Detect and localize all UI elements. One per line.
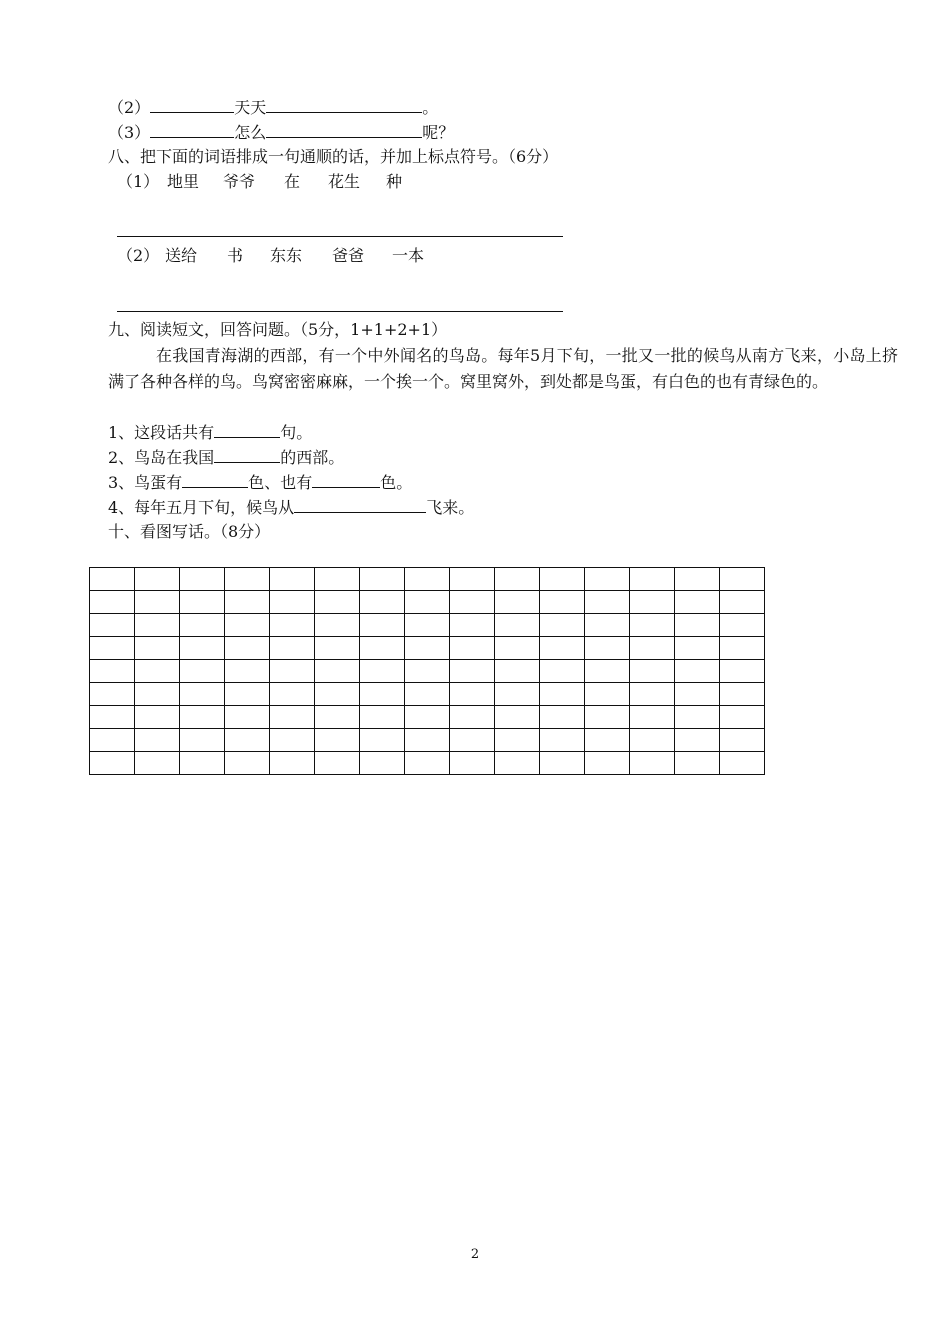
grid-cell[interactable] bbox=[675, 660, 720, 683]
grid-cell[interactable] bbox=[540, 637, 585, 660]
grid-cell[interactable] bbox=[495, 729, 540, 752]
item-label: （2） bbox=[108, 98, 151, 117]
grid-cell[interactable] bbox=[450, 660, 495, 683]
section-9-title: 九、阅读短文，回答问题。（5分，1+1+2+1） bbox=[108, 320, 448, 339]
grid-cell[interactable] bbox=[90, 591, 135, 614]
fill-in-item-2 bbox=[108, 95, 438, 119]
grid-cell[interactable] bbox=[405, 729, 450, 752]
grid-cell[interactable] bbox=[225, 683, 270, 706]
answer-blank[interactable] bbox=[214, 420, 280, 438]
section-8-item-2 bbox=[117, 244, 424, 268]
grid-row bbox=[90, 637, 765, 660]
word: 一本 bbox=[392, 246, 425, 265]
item-end: 。 bbox=[422, 98, 439, 117]
item-label: （2） bbox=[117, 246, 160, 265]
fill-in-item-3 bbox=[108, 120, 454, 144]
grid-cell[interactable] bbox=[720, 660, 765, 683]
grid-cell[interactable] bbox=[405, 706, 450, 729]
grid-cell[interactable] bbox=[675, 706, 720, 729]
grid-cell[interactable] bbox=[450, 706, 495, 729]
grid-cell[interactable] bbox=[225, 637, 270, 660]
question-1: 1、这段话共有 句。 bbox=[108, 420, 312, 444]
grid-cell[interactable] bbox=[180, 706, 225, 729]
grid-cell[interactable] bbox=[225, 660, 270, 683]
grid-cell[interactable] bbox=[495, 660, 540, 683]
word: 在 bbox=[284, 172, 301, 191]
grid-row bbox=[90, 614, 765, 637]
grid-cell[interactable] bbox=[540, 706, 585, 729]
grid-cell[interactable] bbox=[630, 568, 675, 591]
grid-cell[interactable] bbox=[90, 706, 135, 729]
question-2: 2、鸟岛在我国 的西部。 bbox=[108, 445, 344, 469]
section-8-item-1 bbox=[117, 170, 402, 194]
answer-blank[interactable] bbox=[266, 95, 422, 113]
grid-cell[interactable] bbox=[225, 752, 270, 775]
grid-cell[interactable] bbox=[360, 591, 405, 614]
grid-cell[interactable] bbox=[135, 683, 180, 706]
grid-cell[interactable] bbox=[360, 660, 405, 683]
grid-cell[interactable] bbox=[540, 568, 585, 591]
grid-cell[interactable] bbox=[405, 683, 450, 706]
grid-cell[interactable] bbox=[405, 614, 450, 637]
grid-cell[interactable] bbox=[630, 752, 675, 775]
grid-cell[interactable] bbox=[495, 591, 540, 614]
grid-cell[interactable] bbox=[495, 752, 540, 775]
grid-cell[interactable] bbox=[630, 660, 675, 683]
grid-cell[interactable] bbox=[720, 591, 765, 614]
grid-cell[interactable] bbox=[585, 637, 630, 660]
grid-cell[interactable] bbox=[315, 637, 360, 660]
answer-blank[interactable] bbox=[312, 470, 380, 488]
grid-cell[interactable] bbox=[360, 614, 405, 637]
grid-row bbox=[90, 729, 765, 752]
grid-cell[interactable] bbox=[90, 752, 135, 775]
question-3: 3、鸟蛋有 色、也有 色。 bbox=[108, 470, 412, 494]
grid-cell[interactable] bbox=[450, 614, 495, 637]
grid-cell[interactable] bbox=[90, 660, 135, 683]
grid-cell[interactable] bbox=[360, 706, 405, 729]
grid-cell[interactable] bbox=[450, 729, 495, 752]
grid-cell[interactable] bbox=[180, 614, 225, 637]
grid-cell[interactable] bbox=[720, 706, 765, 729]
grid-row bbox=[90, 568, 765, 591]
given-word: 天天 bbox=[234, 98, 267, 117]
grid-cell[interactable] bbox=[315, 660, 360, 683]
word: 花生 bbox=[328, 172, 361, 191]
grid-cell[interactable] bbox=[450, 637, 495, 660]
grid-cell[interactable] bbox=[675, 683, 720, 706]
page-number: 2 bbox=[470, 1247, 480, 1262]
word: 东东 bbox=[270, 246, 303, 265]
answer-blank[interactable] bbox=[266, 120, 422, 138]
item-label: （1） bbox=[117, 172, 160, 191]
grid-cell[interactable] bbox=[630, 729, 675, 752]
grid-cell[interactable] bbox=[315, 683, 360, 706]
grid-cell[interactable] bbox=[270, 568, 315, 591]
grid-cell[interactable] bbox=[90, 614, 135, 637]
grid-cell[interactable] bbox=[135, 637, 180, 660]
grid-cell[interactable] bbox=[90, 637, 135, 660]
grid-cell[interactable] bbox=[405, 591, 450, 614]
question-4: 4、每年五月下旬，候鸟从 飞来。 bbox=[108, 495, 474, 519]
grid-cell[interactable] bbox=[360, 568, 405, 591]
grid-cell[interactable] bbox=[360, 752, 405, 775]
grid-cell[interactable] bbox=[540, 660, 585, 683]
grid-cell[interactable] bbox=[675, 637, 720, 660]
answer-blank[interactable] bbox=[182, 470, 248, 488]
grid-cell[interactable] bbox=[225, 614, 270, 637]
grid-cell[interactable] bbox=[630, 591, 675, 614]
grid-cell[interactable] bbox=[585, 706, 630, 729]
grid-cell[interactable] bbox=[405, 752, 450, 775]
answer-line[interactable] bbox=[117, 311, 563, 312]
word: 书 bbox=[227, 246, 244, 265]
section-10-title: 十、看图写话。（8分） bbox=[108, 522, 271, 541]
grid-cell[interactable] bbox=[180, 752, 225, 775]
grid-cell[interactable] bbox=[495, 568, 540, 591]
grid-cell[interactable] bbox=[180, 729, 225, 752]
grid-cell[interactable] bbox=[585, 683, 630, 706]
grid-cell[interactable] bbox=[630, 637, 675, 660]
grid-cell[interactable] bbox=[180, 660, 225, 683]
answer-blank[interactable] bbox=[150, 120, 234, 138]
grid-cell[interactable] bbox=[585, 729, 630, 752]
grid-row bbox=[90, 591, 765, 614]
grid-cell[interactable] bbox=[225, 568, 270, 591]
grid-cell[interactable] bbox=[675, 568, 720, 591]
grid-cell[interactable] bbox=[450, 568, 495, 591]
grid-cell[interactable] bbox=[180, 568, 225, 591]
grid-row bbox=[90, 683, 765, 706]
item-end: 呢？ bbox=[422, 123, 455, 142]
grid-cell[interactable] bbox=[360, 637, 405, 660]
grid-cell[interactable] bbox=[585, 568, 630, 591]
grid-cell[interactable] bbox=[720, 614, 765, 637]
grid-cell[interactable] bbox=[315, 729, 360, 752]
grid-cell[interactable] bbox=[315, 706, 360, 729]
grid-cell[interactable] bbox=[270, 752, 315, 775]
grid-cell[interactable] bbox=[585, 752, 630, 775]
grid-cell[interactable] bbox=[540, 683, 585, 706]
grid-cell[interactable] bbox=[630, 706, 675, 729]
grid-cell[interactable] bbox=[675, 752, 720, 775]
grid-cell[interactable] bbox=[270, 660, 315, 683]
grid-cell[interactable] bbox=[720, 568, 765, 591]
grid-cell[interactable] bbox=[495, 637, 540, 660]
grid-cell[interactable] bbox=[405, 660, 450, 683]
grid-cell[interactable] bbox=[180, 591, 225, 614]
grid-cell[interactable] bbox=[540, 591, 585, 614]
grid-cell[interactable] bbox=[585, 660, 630, 683]
grid-cell[interactable] bbox=[135, 568, 180, 591]
grid-cell[interactable] bbox=[495, 683, 540, 706]
grid-cell[interactable] bbox=[405, 637, 450, 660]
given-word: 怎么 bbox=[234, 123, 267, 142]
grid-cell[interactable] bbox=[495, 614, 540, 637]
grid-cell[interactable] bbox=[720, 637, 765, 660]
grid-cell[interactable] bbox=[360, 683, 405, 706]
grid-cell[interactable] bbox=[450, 683, 495, 706]
word: 爸爸 bbox=[332, 246, 365, 265]
grid-cell[interactable] bbox=[135, 591, 180, 614]
grid-cell[interactable] bbox=[225, 591, 270, 614]
word: 地里 bbox=[167, 172, 200, 191]
grid-cell[interactable] bbox=[315, 752, 360, 775]
grid-row bbox=[90, 752, 765, 775]
grid-cell[interactable] bbox=[405, 568, 450, 591]
grid-cell[interactable] bbox=[90, 729, 135, 752]
grid-cell[interactable] bbox=[135, 614, 180, 637]
grid-cell[interactable] bbox=[675, 591, 720, 614]
grid-cell[interactable] bbox=[270, 614, 315, 637]
writing-grid bbox=[89, 567, 765, 775]
grid-cell[interactable] bbox=[675, 729, 720, 752]
grid-cell[interactable] bbox=[270, 706, 315, 729]
grid-cell[interactable] bbox=[315, 591, 360, 614]
word: 送给 bbox=[165, 246, 198, 265]
section-8-title: 八、把下面的词语排成一句通顺的话，并加上标点符号。（6分） bbox=[108, 147, 559, 166]
grid-cell[interactable] bbox=[720, 752, 765, 775]
grid-cell[interactable] bbox=[270, 683, 315, 706]
grid-cell[interactable] bbox=[135, 706, 180, 729]
grid-cell[interactable] bbox=[180, 683, 225, 706]
grid-cell[interactable] bbox=[630, 614, 675, 637]
grid-cell[interactable] bbox=[270, 637, 315, 660]
grid-cell[interactable] bbox=[540, 614, 585, 637]
grid-cell[interactable] bbox=[675, 614, 720, 637]
grid-cell[interactable] bbox=[450, 752, 495, 775]
reading-passage: 在我国青海湖的西部，有一个中外闻名的鸟岛。每年5月下旬，一批又一批的候鸟从南方飞来，小岛上挤满了各种各样的鸟。鸟窝密密麻麻，一个挨一个。窝里窝外，到处都是鸟蛋，有白色的也有青绿色的。 bbox=[108, 346, 898, 391]
grid-cell[interactable] bbox=[630, 683, 675, 706]
grid-cell[interactable] bbox=[135, 729, 180, 752]
grid-cell[interactable] bbox=[90, 683, 135, 706]
word: 爷爷 bbox=[223, 172, 256, 191]
item-label: （3） bbox=[108, 123, 151, 142]
answer-line[interactable] bbox=[117, 236, 563, 237]
grid-cell[interactable] bbox=[135, 660, 180, 683]
answer-blank[interactable] bbox=[294, 495, 426, 513]
grid-cell[interactable] bbox=[270, 591, 315, 614]
grid-cell[interactable] bbox=[315, 614, 360, 637]
word: 种 bbox=[386, 172, 403, 191]
grid-cell[interactable] bbox=[360, 729, 405, 752]
grid-cell[interactable] bbox=[315, 568, 360, 591]
grid-cell[interactable] bbox=[540, 752, 585, 775]
grid-cell[interactable] bbox=[720, 683, 765, 706]
grid-cell[interactable] bbox=[540, 729, 585, 752]
grid-cell[interactable] bbox=[585, 614, 630, 637]
grid-cell[interactable] bbox=[450, 591, 495, 614]
grid-cell[interactable] bbox=[135, 752, 180, 775]
grid-cell[interactable] bbox=[225, 729, 270, 752]
grid-cell[interactable] bbox=[270, 729, 315, 752]
grid-cell[interactable] bbox=[720, 729, 765, 752]
grid-row bbox=[90, 706, 765, 729]
answer-blank[interactable] bbox=[150, 95, 234, 113]
grid-cell[interactable] bbox=[180, 637, 225, 660]
grid-cell[interactable] bbox=[585, 591, 630, 614]
grid-cell[interactable] bbox=[90, 568, 135, 591]
grid-row bbox=[90, 660, 765, 683]
grid-cell[interactable] bbox=[225, 706, 270, 729]
grid-cell[interactable] bbox=[495, 706, 540, 729]
answer-blank[interactable] bbox=[214, 445, 280, 463]
